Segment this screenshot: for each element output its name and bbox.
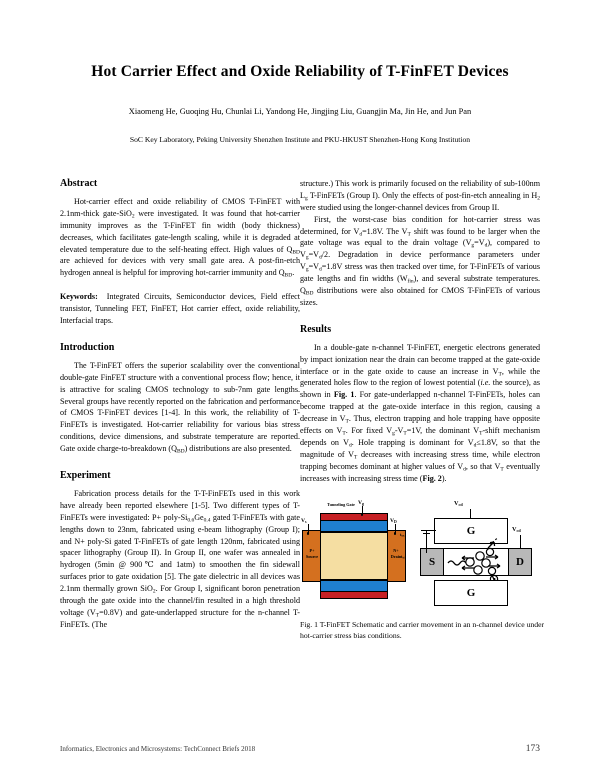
- results-paragraph: [300, 342, 540, 485]
- affiliation-line: SoC Key Laboratory, Peking University Shenzhen Institute and PKU-HKUST Shenzhen-Hong Kong Institution: [129, 135, 471, 145]
- expc-sub-2: 2: [537, 195, 540, 202]
- res-sub-3: T: [342, 430, 346, 437]
- exp-text-c: gated T-FinFETs with gate lengths down to 23nm, fabricated using e-beam lithography (Group I); and N+ poly-Si gated T-FinFETs of gate length 120nm, fabricated using spacer lithography (Group II). In Group II, one wafer was annealed in hydrogen (5min @ 900℃ and 1atm) to smoothen the fin sidewall surfaces prior to gate oxidation [5]. The gate dielectric in all devices was 2.1nm thermally grown SiO: [60, 512, 300, 594]
- page-footer: [0, 744, 600, 754]
- res-sub-7: d: [349, 442, 352, 449]
- res-text-a: In a double-gate n-channel T-FinFET, energetic electrons generated by impact ionization near the drain can become trapped at the gate-oxide interface or in the gate oxide to cause an increase in V: [300, 342, 540, 376]
- top-gate-electrode: [320, 513, 388, 521]
- exp-text-b: Ge: [194, 512, 204, 522]
- bottom-gate-block: G: [434, 580, 508, 606]
- bias-text-f: =V: [308, 250, 320, 260]
- res-text-b: , while the generated holes flow to the region of lowest potential (: [300, 366, 540, 388]
- experiment-continued-paragraph: [300, 178, 540, 214]
- bias-text-j: ), and several substrate temperatures. Q: [300, 274, 540, 296]
- carrier-movement-diagram: [418, 500, 544, 612]
- tsi-subscript: si: [402, 556, 405, 561]
- res-text-l: decreases with increasing stress time, while electron trapping becomes dominant at higher values of V: [300, 449, 540, 471]
- expc-sub-1: g: [304, 195, 308, 202]
- bias-sub-10: BD: [305, 290, 314, 297]
- footer-publication-text: Informatics, Electronics and Microsystems: TechConnect Briefs 2018: [60, 745, 256, 753]
- res-text-e: . Thus, electron trapping and hole trapping have opposite effects on V: [300, 414, 540, 436]
- source-region-label: [302, 548, 322, 558]
- res-sub-2: T: [345, 418, 349, 425]
- top-gate-oxide-layer: [320, 520, 388, 532]
- exp-text-e: =0.8V) and gate-underlapped structure for the n-channel T-FinFETs. (The: [60, 607, 300, 629]
- left-column: [60, 178, 300, 642]
- top-gate-bias-lead: [470, 509, 471, 518]
- exp-text-d: . For Group I, significant boron penetration through the gate oxide into the channel/fin resulted in a high threshold voltage (V: [60, 584, 300, 617]
- bias-text-d: =V: [474, 238, 485, 248]
- author-list: Xiaomeng He, Guoqing Hu, Chunlai Li, Yandong He, Jingjing Liu, Guangjin Ma, Jin He, and Jun Pan: [128, 107, 472, 117]
- bias-sub-1: d: [359, 230, 363, 237]
- heading-experiment: Experiment: [60, 470, 111, 482]
- res-sub-11: T: [500, 466, 504, 473]
- bias-sub-4: d: [484, 242, 488, 249]
- bias-sub-9: fin: [407, 278, 414, 285]
- abstract-text-a: Hot-carrier effect and oxide reliability of CMOS T-FinFET with 2.1nm-thick gate-SiO: [60, 197, 300, 218]
- res-text-m: , so that V: [465, 461, 501, 471]
- res-sub-1: T: [498, 370, 502, 377]
- bias-sub-5: g: [305, 254, 309, 261]
- bias-sub-8: d: [319, 266, 322, 273]
- res-text-h: =1V, the dominant V: [406, 426, 480, 436]
- experiment-paragraph: [60, 488, 300, 631]
- vg-subscript: g: [362, 502, 364, 507]
- top-gate-bias-label: [454, 500, 463, 507]
- res-sub-6: T: [479, 430, 483, 437]
- res-sub-5: T: [403, 430, 407, 437]
- vs-symbol: V: [301, 518, 306, 525]
- keywords-paragraph: [60, 291, 300, 327]
- keywords-label: Keywords:: [60, 292, 98, 302]
- res-text-g: -V: [394, 426, 404, 436]
- abstract-sub-3: BD: [284, 272, 293, 279]
- heading-results: Results: [300, 323, 332, 335]
- res-sub-10: d: [463, 466, 466, 473]
- vd-symbol: V: [390, 518, 395, 525]
- footer-page-number: 173: [525, 744, 540, 754]
- expc-text-a: structure.) This work is primarily focused on the reliability of sub-100nm L: [300, 179, 540, 200]
- tox-subscript: ox: [401, 534, 405, 539]
- bias-text-g: /2. Degradation in device performance parameters under V: [300, 250, 540, 272]
- heading-introduction: Introduction: [60, 341, 115, 353]
- exp-text-a: Fabrication process details for the T-T-FinFETs used in this work have already been reported elsewhere [1-5]. Two different types of T-FinFETs were investigated: P+ poly-Si: [60, 489, 300, 522]
- introduction-paragraph: [60, 360, 300, 455]
- bias-text-k: distributions were also obtained for CMOS T-FinFETs of various sizes.: [300, 286, 540, 307]
- res-text-d: . For gate-underlapped n-channel T-FinFETs, holes can become trapped at the gate-oxide interface in this region, causing a decrease in V: [300, 390, 540, 424]
- bias-text-i: =1.8V stress was then tracked over time, for T-FinFETs of various gate lengths and fin widths (W: [300, 262, 540, 284]
- drain-block: D: [508, 548, 532, 576]
- page-title: Hot Carrier Effect and Oxide Reliability of T-FinFET Devices: [91, 63, 509, 80]
- abstract-sub-1: 2: [131, 213, 135, 220]
- source-block: S: [420, 548, 444, 576]
- device-cross-section-schematic: [300, 502, 412, 610]
- bias-condition-paragraph: [300, 214, 540, 309]
- bias-sub-2: T: [407, 230, 411, 237]
- figure-1: [300, 494, 545, 642]
- drain-bias-label: [512, 526, 521, 533]
- res-text-o: ).: [441, 473, 447, 483]
- silicon-body-region: [320, 532, 388, 580]
- drain-label-line2: Drain: [390, 553, 402, 559]
- bias-text-a: First, the worst-case bias condition for hot-carrier stress was determined, for V: [300, 214, 540, 236]
- res-sub-8: d: [473, 442, 477, 449]
- bias-text-h: =V: [308, 262, 320, 272]
- res-text-n: eventually increases with increasing stress time (: [300, 461, 540, 483]
- figure-1-caption: Fig. 1 T-FinFET Schematic and carrier movement in an n-channel device under hot-carrier stress bias conditions.: [300, 620, 545, 641]
- res-italic-ie: i.e.: [480, 378, 491, 388]
- abstract-sub-2: BD: [292, 248, 300, 255]
- source-voltage-terminal-label: [301, 518, 307, 524]
- vs-subscript: s: [305, 520, 307, 525]
- res-text-k: ≤1.8V, so that the magnitude of V: [300, 437, 540, 459]
- abstract-text-b: were investigated. It was found that hot-carrier immunity improves as the T-FinFET fin width (body thickness) decreases, which facilitates gate-length scaling, while it is degraded at elevated temperature due to the self-heating effect. High values of Q: [60, 208, 300, 254]
- bias-text-b: =1.8V. The V: [362, 226, 408, 236]
- vcd-top-subscript: cd: [458, 502, 463, 508]
- res-sub-9: T: [353, 454, 358, 461]
- top-gate-block: G: [434, 518, 508, 544]
- intro-text-b: ) distributions are also presented.: [184, 444, 292, 454]
- figure-1-artwork: [300, 494, 545, 612]
- res-sub-4: g: [392, 430, 395, 437]
- bias-text-e: ), compared to V: [300, 238, 540, 260]
- vcd-right-symbol: V: [512, 526, 517, 534]
- right-column: [300, 178, 545, 642]
- tox-symbol: t: [400, 532, 402, 538]
- res-text-i: -shift mechanism depends on V: [300, 426, 541, 447]
- bias-sub-6: d: [319, 254, 322, 261]
- intro-text-a: The T-FinFET offers the superior scalability over the conventional double-gate FinFET structure with a conventional process flow; hence, it is attractive for scaling CMOS technology to sub-7nm gate lengths. Several groups have recently reported on the fabrication and performance of CMOS T-FinFET devices [1-4]. In this work, the reliability of T-FinFETs is investigated. Hot-carrier reliability for various bias stress conditions, device dimensions, and substrate temperature are reported. Gate oxide charge-to-breakdown (Q: [60, 360, 300, 454]
- bottom-gate-electrode: [320, 591, 388, 599]
- drain-bias-lead: [520, 535, 521, 548]
- vg-symbol: V: [358, 500, 363, 507]
- vcd-right-subscript: cd: [516, 528, 521, 534]
- intro-sub-1: BD: [176, 448, 185, 455]
- drain-label-line1: N+: [393, 548, 399, 554]
- keywords-text: Integrated Circuits, Semiconductor devices, Field effect transistor, Tunneling FET, FinFET, Hot carrier effect, oxide reliability, Interfacial traps.: [60, 292, 301, 326]
- res-text-c: the source), as shown in: [300, 378, 540, 400]
- abstract-paragraph: [60, 196, 300, 279]
- expc-text-b: T-FinFETs (Group I). Only the effects of post-fin-etch annealing in H: [307, 190, 538, 200]
- res-figref-1: Fig. 1: [333, 390, 355, 400]
- source-label-line1: P+: [309, 548, 315, 554]
- oxide-thickness-label: [400, 532, 404, 537]
- expc-text-c: were studied using the longer-channel devices from Group II.: [300, 202, 500, 212]
- res-text-j: . Hole trapping is dominant for V: [351, 437, 474, 447]
- silicon-thickness-label: [401, 554, 404, 559]
- exp-sub-1: 0.6: [187, 517, 195, 524]
- bias-text-c: shift was found to be larger when the gate voltage was equal to the drain voltage (V: [300, 226, 540, 248]
- exp-sub-4: T: [95, 612, 100, 619]
- tunneling-gate-label: Tunneling Gate: [327, 502, 355, 508]
- two-column-body: [0, 178, 600, 642]
- bias-sub-3: g: [471, 242, 475, 249]
- abstract-text-d: .: [292, 268, 295, 278]
- source-label-line2: Source: [305, 553, 319, 559]
- tsi-symbol: t: [401, 554, 403, 560]
- bias-sub-7: g: [305, 266, 309, 273]
- res-text-f: . For fixed V: [345, 426, 393, 436]
- ground-connection-wire: [426, 530, 436, 553]
- exp-sub-2: 0.4: [203, 517, 211, 524]
- abstract-text-c: are achieved for devices with very small gate area. A post-fin-etch hydrogen anneal is helpful for improving hot-carrier immunity and Q: [60, 256, 300, 278]
- heading-abstract: Abstract: [60, 178, 98, 189]
- gate-voltage-terminal-label: [358, 500, 364, 506]
- vd-subscript: D: [394, 520, 397, 525]
- exp-sub-3: 2: [152, 588, 156, 595]
- vcd-top-symbol: V: [454, 500, 459, 508]
- res-figref-2: Fig. 2: [422, 473, 442, 483]
